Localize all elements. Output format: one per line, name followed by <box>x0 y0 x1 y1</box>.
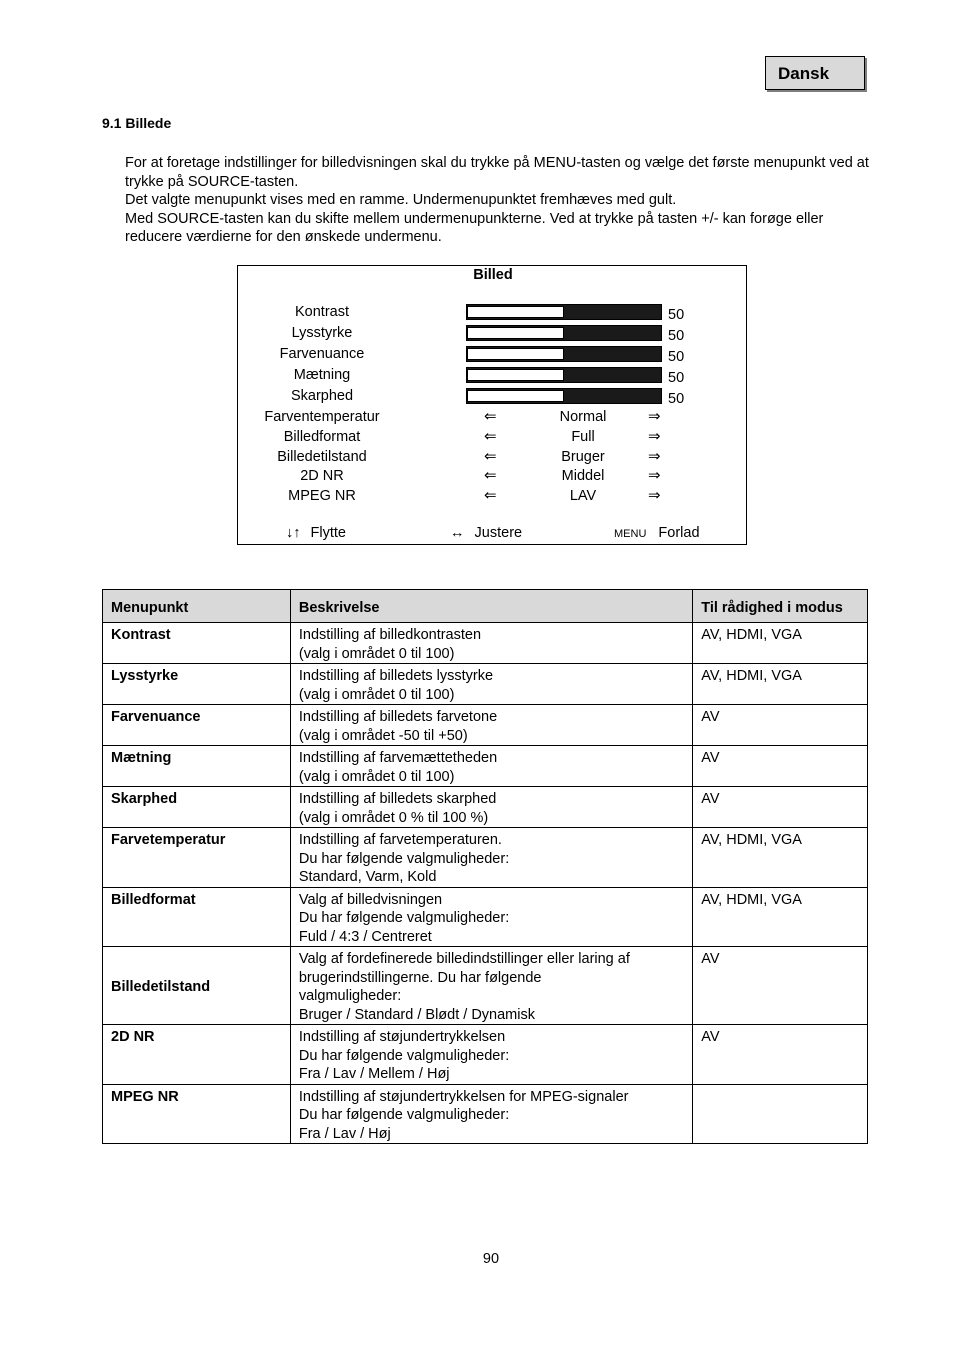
menu-item-modes: AV <box>693 947 868 1025</box>
adjust-label: Justere <box>474 525 523 541</box>
menu-items-table <box>102 589 868 1144</box>
osd-slider-bar <box>466 325 662 341</box>
osd-option-value: Middel <box>561 468 605 484</box>
left-double-arrow-icon: ⇐ <box>484 408 497 425</box>
description-line: Standard, Varm, Kold <box>298 869 437 885</box>
menu-item-modes: AV <box>693 746 868 787</box>
menu-item-name: Mætning <box>103 746 291 787</box>
osd-slider-bar <box>466 367 662 383</box>
menu-item-name: Billedetilstand <box>103 947 291 1025</box>
osd-slider-fill <box>467 348 564 360</box>
osd-slider-row <box>238 344 748 364</box>
description-line: Indstilling af billedets farvetone <box>298 709 498 725</box>
menu-item-name: Farvetemperatur <box>103 828 291 888</box>
osd-option-row <box>238 486 748 506</box>
right-double-arrow-icon: ⇒ <box>648 448 661 465</box>
osd-slider-row <box>238 302 748 322</box>
left-double-arrow-icon: ⇐ <box>484 448 497 465</box>
column-header-menupunkt: Menupunkt <box>103 590 291 623</box>
menu-item-modes <box>693 1084 868 1144</box>
osd-slider-value: 50 <box>668 328 685 344</box>
osd-slider-fill <box>467 369 564 381</box>
osd-slider-row <box>238 386 748 406</box>
description-line: Du har følgende valgmuligheder: <box>298 1047 510 1064</box>
table-header-row <box>103 590 868 623</box>
move-label: Flytte <box>310 525 346 541</box>
table-row <box>103 705 868 746</box>
description-line: Indstilling af billedkontrasten <box>298 627 482 643</box>
menu-item-description <box>290 705 692 746</box>
osd-slider-value: 50 <box>668 349 685 365</box>
intro-paragraph: Med SOURCE-tasten kan du skifte mellem undermenupunkterne. Ved at trykke på tasten +/- kan forøge eller reducere værdierne for den ønskede undermenu. <box>125 210 824 245</box>
right-double-arrow-icon: ⇒ <box>648 408 661 425</box>
osd-option-label: Billedetilstand <box>277 449 367 465</box>
description-line: Indstilling af billedets skarphed <box>298 791 497 807</box>
osd-option-label: MPEG NR <box>288 488 356 504</box>
right-double-arrow-icon: ⇒ <box>648 467 661 484</box>
osd-footer-back <box>614 523 700 544</box>
menu-item-description <box>290 664 692 705</box>
menu-item-modes: AV, HDMI, VGA <box>693 887 868 947</box>
menu-item-modes: AV <box>693 1025 868 1085</box>
osd-option-value: Bruger <box>561 449 605 465</box>
osd-slider-label: Kontrast <box>295 304 349 320</box>
osd-slider-fill <box>467 327 564 339</box>
menu-item-name: 2D NR <box>103 1025 291 1085</box>
menu-key-label: MENU <box>614 528 647 540</box>
right-double-arrow-icon: ⇒ <box>648 428 661 445</box>
menu-item-description <box>290 887 692 947</box>
menu-item-description <box>290 947 692 1025</box>
left-right-arrow-icon: ↔ <box>450 525 465 541</box>
menu-item-description <box>290 787 692 828</box>
table-row <box>103 664 868 705</box>
table-row <box>103 887 868 947</box>
table-row <box>103 828 868 888</box>
menu-item-name: Farvenuance <box>103 705 291 746</box>
description-line: Fra / Lav / Høj <box>298 1125 391 1142</box>
osd-slider-fill <box>467 390 564 402</box>
back-label: Forlad <box>658 525 700 541</box>
menu-item-name: Kontrast <box>103 623 291 664</box>
table-row <box>103 623 868 664</box>
menu-item-description <box>290 1084 692 1144</box>
osd-slider-row <box>238 365 748 385</box>
osd-footer <box>238 523 748 543</box>
table-row <box>103 746 868 787</box>
intro-paragraph: Det valgte menupunkt vises med en ramme. Undermenupunktet fremhæves med gult. <box>125 192 677 208</box>
menu-item-name: Billedformat <box>103 887 291 947</box>
menu-item-modes: AV, HDMI, VGA <box>693 828 868 888</box>
osd-slider-bar <box>466 304 662 320</box>
description-line: Valg af fordefinerede billedindstillinger eller laring af <box>298 951 630 967</box>
osd-option-label: Farventemperatur <box>264 409 380 425</box>
column-header-beskrivelse: Beskrivelse <box>290 590 692 623</box>
osd-slider-bar <box>466 346 662 362</box>
language-badge: Dansk <box>765 56 865 90</box>
menu-item-name: Lysstyrke <box>103 664 291 705</box>
osd-option-row <box>238 407 748 427</box>
column-header-modus: Til rådighed i modus <box>693 590 868 623</box>
menu-item-name: Skarphed <box>103 787 291 828</box>
description-line: brugerindstillingerne. Du har følgende <box>298 969 542 986</box>
osd-title: Billed <box>473 267 513 283</box>
page-number: 90 <box>482 1251 500 1267</box>
osd-option-value: Normal <box>559 409 607 425</box>
menu-item-modes: AV <box>693 705 868 746</box>
menu-item-description <box>290 1025 692 1085</box>
menu-item-description <box>290 746 692 787</box>
osd-slider-label: Mætning <box>293 367 351 383</box>
menu-item-description <box>290 828 692 888</box>
osd-slider-bar <box>466 388 662 404</box>
description-line: Indstilling af støjundertrykkelsen for MPEG-signaler <box>298 1088 629 1105</box>
osd-slider-fill <box>467 306 564 318</box>
description-line: Fuld / 4:3 / Centreret <box>298 928 432 945</box>
description-line: Indstilling af farvetemperaturen. <box>298 832 502 848</box>
osd-option-row <box>238 447 748 467</box>
osd-option-value: LAV <box>569 488 597 504</box>
description-line: Bruger / Standard / Blødt / Dynamisk <box>298 1006 535 1023</box>
description-line: Indstilling af billedets lysstyrke <box>298 668 494 684</box>
description-line: (valg i området -50 til +50) <box>298 727 468 744</box>
osd-footer-move <box>286 523 346 543</box>
table-row <box>103 1084 868 1144</box>
osd-menu-illustration <box>237 265 747 545</box>
description-line: (valg i området 0 til 100) <box>298 768 455 785</box>
right-double-arrow-icon: ⇒ <box>648 487 661 504</box>
osd-slider-value: 50 <box>668 391 685 407</box>
osd-option-label: Billedformat <box>283 429 361 445</box>
description-line: Indstilling af farvemættetheden <box>298 750 498 766</box>
osd-footer-adjust <box>450 523 522 543</box>
osd-option-row <box>238 427 748 447</box>
osd-slider-label: Skarphed <box>290 388 354 404</box>
description-line: Du har følgende valgmuligheder: <box>298 910 510 926</box>
left-double-arrow-icon: ⇐ <box>484 428 497 445</box>
table-row <box>103 787 868 828</box>
intro-text <box>125 154 875 247</box>
osd-slider-row <box>238 323 748 343</box>
osd-option-row <box>238 466 748 486</box>
description-line: (valg i området 0 til 100) <box>298 686 455 703</box>
menu-item-modes: AV <box>693 787 868 828</box>
description-line: Du har følgende valgmuligheder: <box>298 1107 510 1123</box>
up-down-arrow-icon: ↓↑ <box>286 525 301 541</box>
osd-slider-label: Farvenuance <box>279 346 365 362</box>
menu-item-modes: AV, HDMI, VGA <box>693 623 868 664</box>
description-line: valgmuligheder: <box>298 988 402 1004</box>
left-double-arrow-icon: ⇐ <box>484 467 497 484</box>
description-line: Valg af billedvisningen <box>298 891 443 908</box>
description-line: Indstilling af støjundertrykkelsen <box>298 1029 506 1045</box>
osd-slider-value: 50 <box>668 307 685 323</box>
left-double-arrow-icon: ⇐ <box>484 487 497 504</box>
description-line: Du har følgende valgmuligheder: <box>298 850 510 867</box>
osd-slider-value: 50 <box>668 370 685 386</box>
table-row <box>103 947 868 1025</box>
intro-paragraph: For at foretage indstillinger for billedvisningen skal du trykke på MENU-tasten og vælge det første menupunkt ved at trykke på SOURCE-tasten. <box>125 155 869 190</box>
description-line: Fra / Lav / Mellem / Høj <box>298 1066 450 1082</box>
osd-option-value: Full <box>571 429 595 445</box>
osd-option-label: 2D NR <box>300 468 344 484</box>
description-line: (valg i området 0 til 100) <box>298 645 455 662</box>
menu-item-modes: AV, HDMI, VGA <box>693 664 868 705</box>
osd-slider-label: Lysstyrke <box>291 325 353 341</box>
menu-item-description <box>290 623 692 664</box>
section-title: 9.1 Billede <box>102 115 172 131</box>
menu-item-name: MPEG NR <box>103 1084 291 1144</box>
table-row <box>103 1025 868 1085</box>
description-line: (valg i området 0 % til 100 %) <box>298 809 489 826</box>
